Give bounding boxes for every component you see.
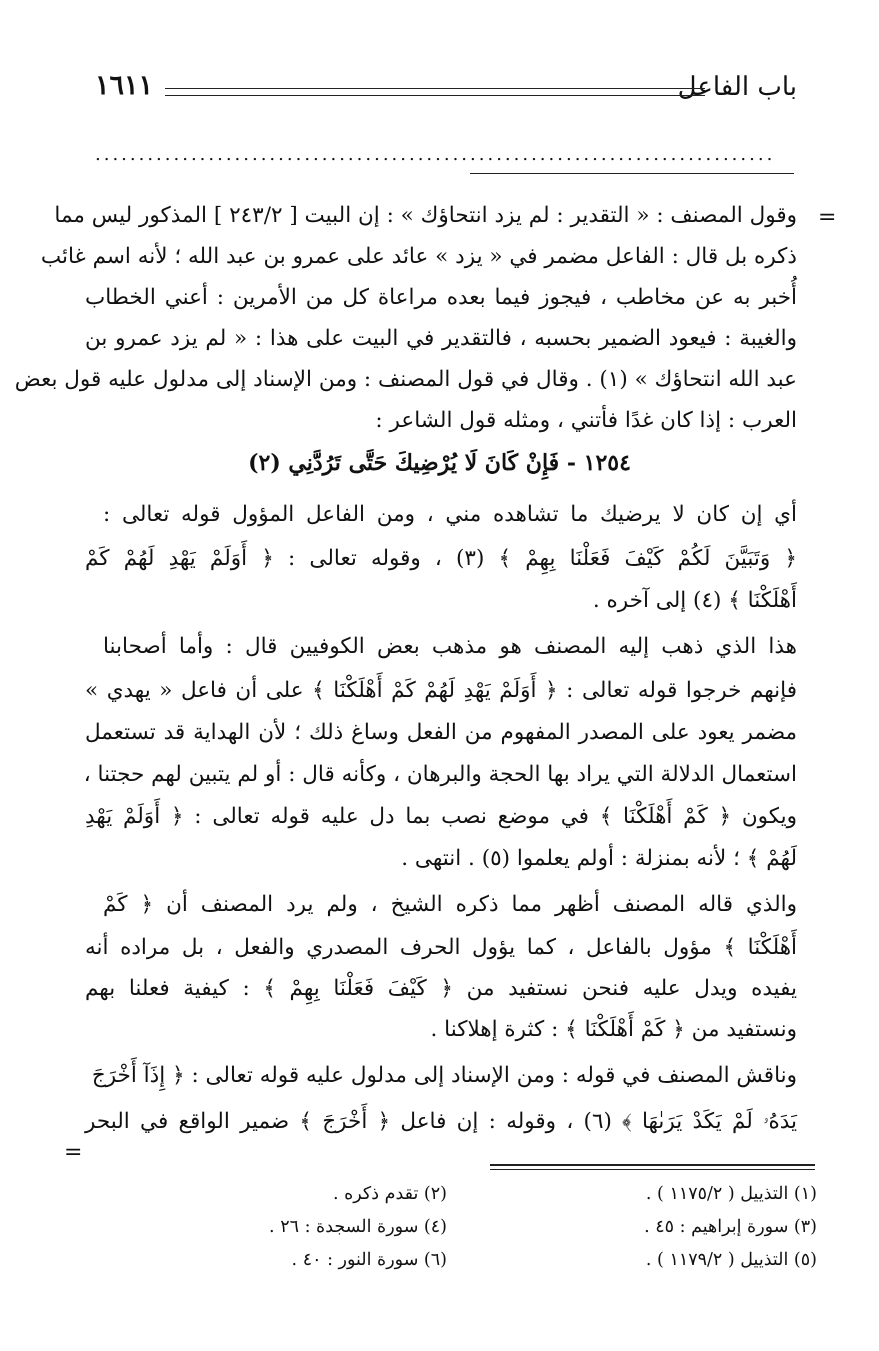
para4-line-1: والذي قاله المصنف أظهر مما ذكره الشيخ ، ولم يرد المصنف أن ﴿ كَمْ (103, 892, 797, 917)
footnote-1: (١) التذييل ( ١١٧٥/٢ ) . (645, 1184, 817, 1204)
footnote-rule-thin (490, 1169, 815, 1170)
para2-line-3: أَهْلَكْنَا ﴾ (٤) إلى آخره . (592, 588, 797, 613)
para1-line-2: ذكره بل قال : الفاعل مضمر في « يزد » عائد على عمرو بن عبد الله ؛ لأنه اسم غائب (40, 244, 797, 269)
para2-line-2: ﴿ وَتَبَيَّنَ لَكُمْ كَيْفَ فَعَلْنَا بِهِمْ ﴾ (٣) ، وقوله تعالى : ﴿ أَوَلَمْ يَهْدِ لَهُمْ كَمْ (85, 546, 797, 571)
footnote-3: (٣) سورة إبراهيم : ٤٥ . (644, 1217, 817, 1237)
para3-line-5: ويكون ﴿ كَمْ أَهْلَكْنَا ﴾ في موضع نصب بما دل عليه قوله تعالى : ﴿ أَوَلَمْ يَهْدِ (85, 804, 797, 829)
footnote-4: (٤) سورة السجدة : ٢٦ . (269, 1217, 447, 1237)
dotted-separator: .............................................................................. (95, 144, 776, 165)
chapter-title: باب الفاعل (677, 72, 797, 102)
continuation-mark-bottom: = (64, 1140, 83, 1165)
para2-line-1: أي إن كان لا يرضيك ما تشاهده مني ، ومن الفاعل المؤول قوله تعالى : (103, 502, 797, 527)
para3-line-6: لَهُمْ ﴾ ؛ لأنه بمنزلة : أولم يعلموا (٥) . انتهى . (401, 846, 797, 871)
para3-line-2: فإنهم خرجوا قوله تعالى : ﴿ أَوَلَمْ يَهْدِ لَهُمْ كَمْ أَهْلَكْنَا ﴾ على أن فاعل « يهدي » (85, 678, 797, 703)
para1-line-5: عبد الله انتحاؤك » (١) . وقال في قول المصنف : ومن الإسناد إلى مدلول عليه قول بعض (14, 367, 797, 392)
para1-line-4: والغيبة : فيعود الضمير بحسبه ، فالتقدير في البيت على هذا : « لم يزد عمرو بن (85, 326, 797, 351)
para3-line-4: استعمال الدلالة التي يراد بها الحجة والبرهان ، وكأنه قال : أو لم يتبين لهم حجتنا ، (83, 762, 797, 787)
header-rule-top (165, 88, 705, 89)
footnote-2: (٢) تقدم ذكره . (332, 1184, 447, 1204)
para5-line-2: يَدَهُۥ لَمْ يَكَدْ يَرَىٰهَا ﴾ (٦) ، وقوله : إن فاعل ﴿ أَخْرَجَ ﴾ ضمير الواقع في البحر (85, 1109, 797, 1134)
para4-line-3: يفيده ويدل عليه فنحن نستفيد من ﴿ كَيْفَ فَعَلْنَا بِهِمْ ﴾ : كيفية فعلنا بهم (85, 976, 797, 1001)
footnote-rule-thick (490, 1164, 815, 1166)
footnote-5: (٥) التذييل ( ١١٧٩/٢ ) . (645, 1250, 817, 1270)
para1-line-6: العرب : إذا كان غدًا فأتني ، ومثله قول الشاعر : (375, 408, 797, 433)
para4-line-2: أَهْلَكْنَا ﴾ مؤول بالفاعل ، كما يؤول الحرف المصدري والفعل ، بل مراده أنه (85, 935, 797, 960)
para4-line-4: ونستفيد من ﴿ كَمْ أَهْلَكْنَا ﴾ : كثرة إهلاكنا . (430, 1017, 797, 1042)
para3-line-1: هذا الذي ذهب إليه المصنف هو مذهب بعض الكوفيين قال : وأما أصحابنا (103, 634, 797, 659)
footnote-6: (٦) سورة النور : ٤٠ . (291, 1250, 447, 1270)
para1-line-1: وقول المصنف : « التقدير : لم يزد انتحاؤك » : إن البيت [ ٢٤٣/٢ ] المذكور ليس مما (54, 203, 797, 228)
page-number: ١٦١١ (95, 70, 154, 101)
header-rule-bottom (165, 95, 705, 96)
para3-line-3: مضمر يعود على المصدر المفهوم من الفعل وساغ ذلك ؛ لأن الهداية قد تستعمل (85, 720, 797, 745)
para5-line-1: وناقش المصنف في قوله : ومن الإسناد إلى مدلول عليه قوله تعالى : ﴿ إِذَآ أَخْرَجَ (91, 1063, 797, 1088)
para1-line-3: أُخبر به عن مخاطب ، فيجوز فيما بعده مراعاة كل من الأمرين : أعني الخطاب (85, 285, 797, 310)
section-rule (470, 173, 794, 174)
poem-verse: ١٢٥٤ - فَإِنْ كَانَ لَا يُرْضِيكَ حَتَّى تَرُدَّنِي (٢) (248, 450, 631, 476)
continuation-mark-top: = (818, 205, 837, 230)
